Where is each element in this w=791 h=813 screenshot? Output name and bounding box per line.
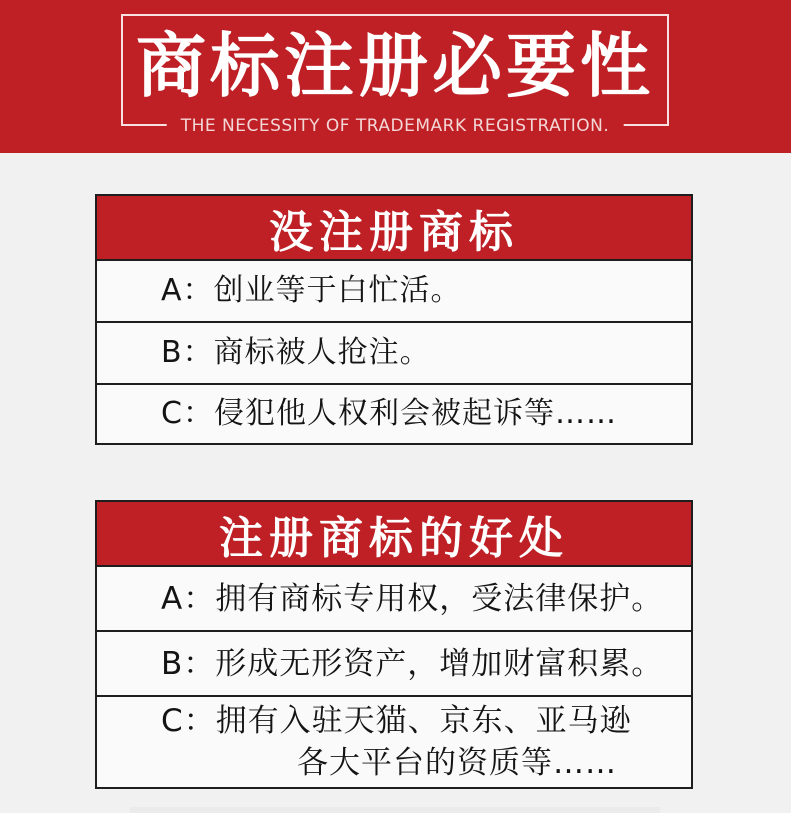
row-text bbox=[161, 393, 683, 435]
row-value: 侵犯他人权利会被起诉等…… bbox=[213, 396, 617, 431]
row-label: C： bbox=[161, 396, 214, 431]
page-title: 商标注册必要性 bbox=[136, 25, 654, 107]
table-row bbox=[97, 323, 691, 385]
row-value: 创业等于白忙活。 bbox=[213, 273, 462, 308]
table-row bbox=[97, 697, 691, 787]
row-text bbox=[161, 578, 683, 620]
table-row bbox=[97, 261, 691, 323]
banner-frame bbox=[121, 14, 669, 136]
banner bbox=[0, 0, 791, 153]
bottom-divider bbox=[130, 807, 660, 813]
row-label: B： bbox=[161, 645, 216, 682]
row-label: A： bbox=[161, 580, 216, 617]
row-value: 形成无形资产，增加财富积累。 bbox=[215, 645, 664, 682]
section-trademark-benefits bbox=[95, 500, 693, 789]
section-unregistered-trademark bbox=[95, 194, 693, 445]
row-value: 拥有入驻天猫、京东、亚马逊 bbox=[215, 703, 632, 739]
table-row bbox=[97, 385, 691, 443]
row-text bbox=[161, 643, 683, 685]
row-label: C： bbox=[161, 703, 216, 739]
section-2-header: 注册商标的好处 bbox=[97, 502, 691, 567]
table-row bbox=[97, 632, 691, 697]
row-text-line-2: 各大平台的资质等…… bbox=[297, 745, 617, 781]
table-row bbox=[97, 567, 691, 632]
row-label: A： bbox=[161, 273, 214, 308]
section-1-header: 没注册商标 bbox=[97, 196, 691, 261]
page-subtitle: THE NECESSITY OF TRADEMARK REGISTRATION. bbox=[167, 114, 624, 138]
row-value: 商标被人抢注。 bbox=[213, 335, 431, 370]
row-text bbox=[161, 332, 683, 374]
row-label: B： bbox=[161, 335, 214, 370]
row-text bbox=[161, 700, 683, 742]
row-text bbox=[161, 270, 683, 312]
row-value: 拥有商标专用权，受法律保护。 bbox=[215, 580, 664, 617]
